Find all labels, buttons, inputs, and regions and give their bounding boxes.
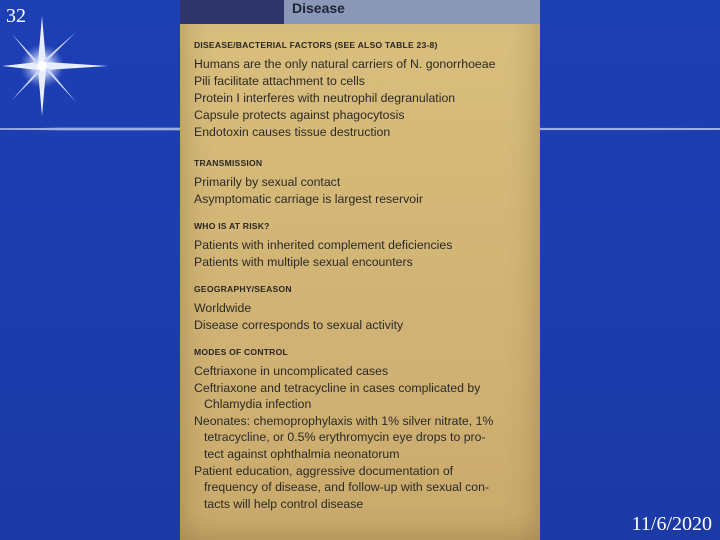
photo-section	[194, 40, 534, 141]
section-line: Primarily by sexual contact	[194, 175, 341, 189]
section-line: Pili facilitate attachment to cells	[194, 74, 365, 88]
slide-date: 11/6/2020	[631, 513, 712, 535]
section-line: Ceftriaxone and tetracycline in cases complicated by	[194, 380, 481, 395]
section-line: Patient education, aggressive documentation of	[194, 463, 454, 478]
section-title: GEOGRAPHY/SEASON	[194, 284, 292, 294]
photo-section	[194, 284, 534, 334]
photo-header-dark-block	[180, 0, 284, 24]
section-title: WHO IS AT RISK?	[194, 221, 270, 231]
section-line: Asymptomatic carriage is largest reservoir	[194, 192, 423, 206]
section-line: Worldwide	[194, 301, 252, 315]
photo-section	[194, 158, 534, 208]
section-line: Chlamydia infection	[204, 397, 312, 412]
section-line: tetracycline, or 0.5% erythromycin eye drops to pro-	[204, 430, 486, 445]
section-line: Ceftriaxone in uncomplicated cases	[194, 364, 389, 378]
page-number: 32	[6, 5, 26, 27]
section-line: Neonates: chemoprophylaxis with 1% silver nitrate, 1%	[194, 413, 494, 428]
photo-heading: Disease	[292, 0, 345, 16]
sparkle-star-icon	[0, 14, 110, 124]
section-line: Humans are the only natural carriers of N. gonorrhoeae	[194, 57, 496, 71]
section-line: Endotoxin causes tissue destruction	[194, 125, 391, 139]
section-line: Disease corresponds to sexual activity	[194, 318, 404, 332]
textbook-photo	[180, 0, 540, 540]
photo-header-bar	[180, 0, 540, 24]
photo-section	[194, 347, 534, 512]
photo-content	[194, 40, 534, 525]
section-line: tect against ophthalmia neonatorum	[204, 446, 400, 461]
section-line: Capsule protects against phagocytosis	[194, 108, 405, 122]
section-line: tacts will help control disease	[204, 496, 364, 511]
section-line: Patients with inherited complement deficiencies	[194, 238, 453, 252]
section-line: frequency of disease, and follow-up with sexual con-	[204, 480, 490, 495]
section-title: TRANSMISSION	[194, 158, 263, 168]
section-line: Protein I interferes with neutrophil degranulation	[194, 91, 456, 105]
section-title: DISEASE/BACTERIAL FACTORS (SEE ALSO TABLE 23-8)	[194, 40, 438, 50]
photo-section	[194, 221, 534, 271]
section-title: MODES OF CONTROL	[194, 347, 288, 357]
section-line: Patients with multiple sexual encounters	[194, 255, 413, 269]
